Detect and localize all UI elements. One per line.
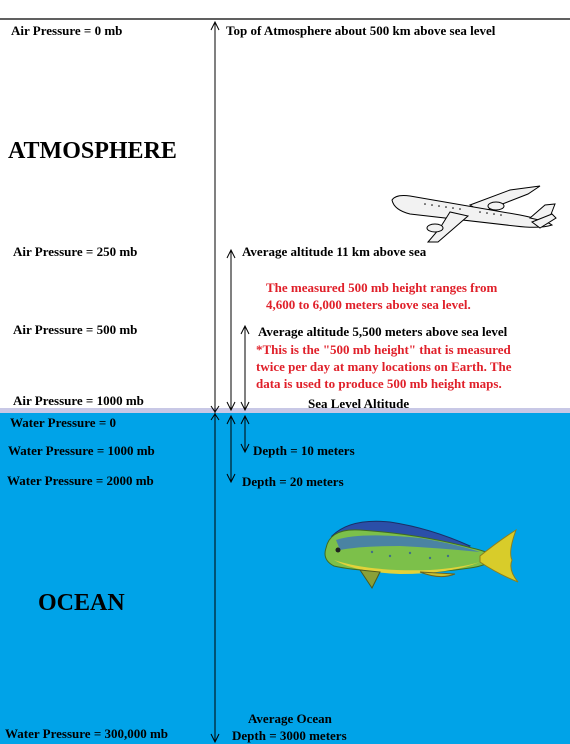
500mb-height-note-line-3: data is used to produce 500 mb height maps. [256,376,502,391]
top-of-atmosphere-note: Top of Atmosphere about 500 km above sea level [226,23,496,38]
average-ocean-depth-label: Depth = 3000 meters [232,728,347,743]
water-pressure-2000-label: Water Pressure = 2000 mb [7,473,154,488]
altitude-5500m-note: Average altitude 5,500 meters above sea level [258,324,508,339]
500mb-height-note-line-2: twice per day at many locations on Earth. The [256,359,512,374]
water-pressure-0-label: Water Pressure = 0 [10,415,116,430]
atmosphere-heading: ATMOSPHERE [8,138,177,164]
air-pressure-0-label: Air Pressure = 0 mb [11,23,123,38]
air-pressure-500-label: Air Pressure = 500 mb [13,322,138,337]
sea-level-altitude-label: Sea Level Altitude [308,396,410,411]
water-pressure-1000-label: Water Pressure = 1000 mb [8,443,155,458]
water-pressure-300000-label: Water Pressure = 300,000 mb [5,726,169,741]
ocean-heading: OCEAN [38,590,125,616]
range-note-line-1: The measured 500 mb height ranges from [266,280,498,295]
range-note-line-2: 4,600 to 6,000 meters above sea level. [266,297,471,312]
air-pressure-1000-label: Air Pressure = 1000 mb [13,393,144,408]
altitude-11km-note: Average altitude 11 km above sea [242,244,427,259]
average-ocean-label-line-1: Average Ocean [248,711,332,726]
depth-20m-label: Depth = 20 meters [242,474,344,489]
500mb-height-note-line-1: *This is the "500 mb height" that is measured [256,342,511,357]
depth-10m-label: Depth = 10 meters [253,443,355,458]
air-pressure-250-label: Air Pressure = 250 mb [13,244,138,259]
